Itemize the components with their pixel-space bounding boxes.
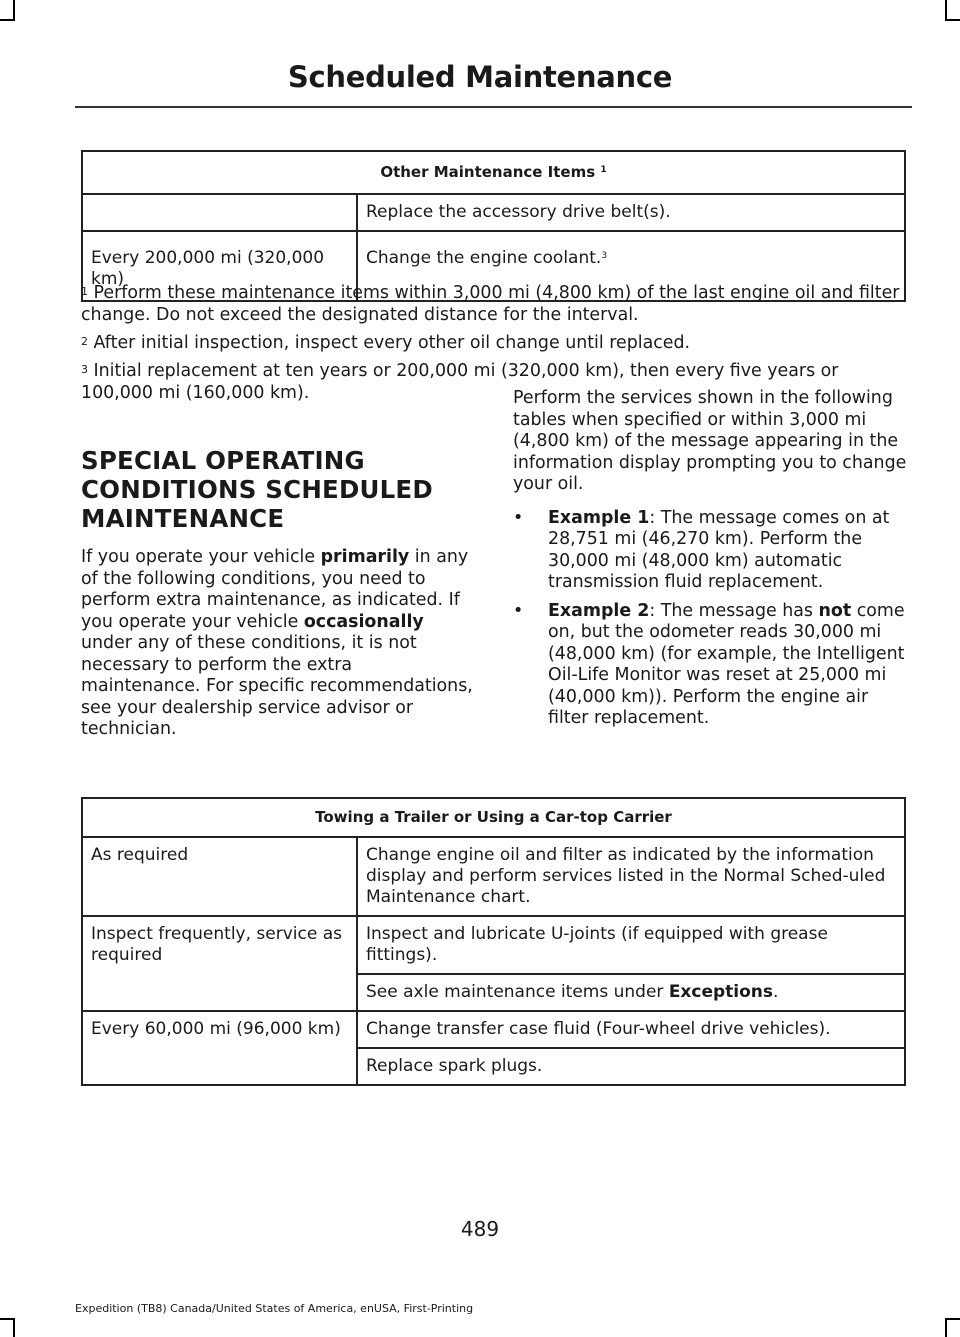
right-column bbox=[513, 388, 913, 737]
item-cell: Change engine oil and filter as indicated by the information display and perform services listed in the Normal Sched-uled Maintenance chart. bbox=[357, 837, 905, 916]
left-column bbox=[81, 446, 476, 741]
list-item: • Example 2: The message has not come on, but the odometer reads 30,000 mi (48,000 km) (for example, the Intelligent Oil-Life Monitor was reset at 25,000 mi (40,000 km)). Perform the engine air filter replacement. bbox=[513, 600, 905, 728]
item-cell: Replace spark plugs. bbox=[357, 1048, 905, 1085]
item-cell: Replace the accessory drive belt(s). bbox=[357, 194, 905, 231]
interval-cell: As required bbox=[82, 837, 357, 916]
crop-mark-top-right-h bbox=[945, 19, 960, 21]
examples-list bbox=[513, 508, 913, 730]
other-maintenance-table bbox=[81, 150, 906, 302]
crop-mark-bottom-right-v bbox=[945, 1318, 947, 1337]
bullet: • bbox=[513, 600, 524, 621]
page-number: 489 bbox=[460, 1217, 500, 1241]
section-heading: SPECIAL OPERATING CONDITIONS SCHEDULED MAINTENANCE bbox=[81, 446, 433, 533]
footnote: $^3$ Initial replacement at ten years or 200,000 mi (320,000 km), then every five years or 100,000 mi (160,000 km). bbox=[81, 361, 839, 403]
crop-mark-bottom-right-h bbox=[945, 1318, 960, 1320]
footnote: $^1$ Perform these maintenance items within 3,000 mi (4,800 km) of the last engine oil and filter change. Do not exceed the designated distance for the interval. bbox=[81, 283, 900, 325]
item-cell: See axle maintenance items under Exceptions. bbox=[357, 974, 905, 1011]
crop-mark-bottom-left-v bbox=[13, 1318, 15, 1337]
table-row bbox=[82, 1011, 905, 1048]
item-cell: Change transfer case fluid (Four-wheel drive vehicles). bbox=[357, 1011, 905, 1048]
towing-table bbox=[81, 797, 906, 1086]
page-title: Scheduled Maintenance bbox=[287, 60, 673, 94]
footnote: $^2$ After initial inspection, inspect every other oil change until replaced. bbox=[81, 333, 691, 353]
header-divider bbox=[75, 106, 912, 108]
crop-mark-bottom-left-h bbox=[0, 1318, 15, 1320]
interval-cell: Every 60,000 mi (96,000 km) bbox=[82, 1011, 357, 1085]
interval-cell: Every 200,000 mi (320,000 km) bbox=[82, 231, 357, 301]
table-row bbox=[82, 837, 905, 916]
bullet: • bbox=[513, 507, 524, 528]
interval-cell: Inspect frequently, service as required bbox=[82, 916, 357, 1011]
item-cell: Change the engine coolant.$^3$ bbox=[357, 231, 905, 301]
section-intro: If you operate your vehicle primarily in any of the following conditions, you need to perform extra maintenance, as indicated. If you operate your vehicle occasionally under any of these conditions, it is not necessary to perform the extra maintenance. For specific recommendations, see your dealership service advisor or technician. bbox=[81, 547, 473, 739]
table-title: Other Maintenance Items $^1$ bbox=[82, 151, 905, 194]
item-cell: Inspect and lubricate U-joints (if equipped with grease fittings). bbox=[357, 916, 905, 974]
services-paragraph: Perform the services shown in the following tables when specified or within 3,000 mi (4,800 km) of the message appearing in the information display prompting you to change your oil. bbox=[513, 388, 907, 494]
crop-mark-top-left-h bbox=[0, 19, 15, 21]
table-row bbox=[82, 194, 905, 231]
interval-cell bbox=[82, 194, 357, 231]
footnotes bbox=[81, 282, 911, 404]
table-row bbox=[82, 916, 905, 974]
crop-mark-top-left-v bbox=[13, 0, 15, 20]
footnote-ref: 1 bbox=[600, 165, 607, 175]
list-item: • Example 1: The message comes on at 28,751 mi (46,270 km). Perform the 30,000 mi (48,000 km) automatic transmission fluid replacement. bbox=[513, 507, 890, 592]
crop-mark-top-right-v bbox=[945, 0, 947, 20]
table-title: Towing a Trailer or Using a Car-top Carrier bbox=[82, 798, 905, 837]
footer-text: Expedition (TB8) Canada/United States of America, enUSA, First-Printing bbox=[75, 1302, 474, 1315]
footnote-ref: 3 bbox=[601, 251, 608, 261]
